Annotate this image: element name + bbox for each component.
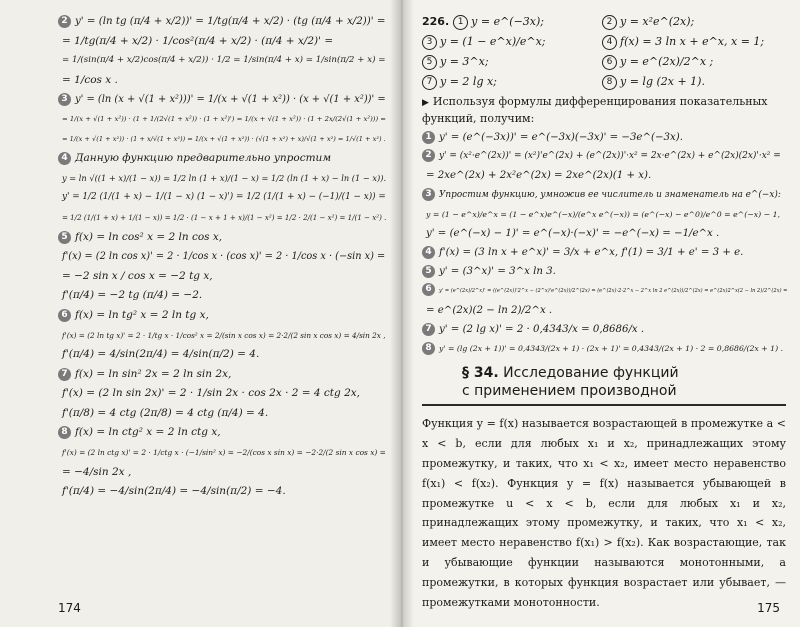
formula-text: = 1/(sin(π/4 + x/2)cos(π/4 + x/2)) · 1/2 = 1/sin(π/4 + x) = 1/sin(π/2 + x) = <box>62 55 386 66</box>
function-row <box>422 32 786 52</box>
formula-text: y' = (e^(2x)/2^x)' = ((e^(2x))'2^x − (2^x)'e^(2x))/2^(2x) = (e^(2x)·2·2^x − 2^x ln 2 e^(2x))/2^(2x) = e^(2x)2^x(2 − ln 2)/2^(2x) = <box>439 287 788 294</box>
solution-line <box>58 404 392 424</box>
solution-line <box>58 149 392 169</box>
formula-text: y' = (ln tg (π/4 + x/2))' = 1/tg(π/4 + x/2) · (tg (π/4 + x/2))' = <box>75 15 386 27</box>
formula-text: y' = 1/2 (1/(1 + x) − 1/(1 − x) (1 − x)') = 1/2 (1/(1 + x) − (−1)/(1 − x)) = <box>62 192 386 203</box>
solution-line <box>422 224 786 243</box>
solution-line <box>58 169 392 189</box>
solution-line <box>58 71 392 91</box>
formula-text: = −2 sin x / cos x = −2 tg x, <box>62 269 213 282</box>
formula-text: f(x) = ln cos² x = 2 ln cos x, <box>75 230 223 243</box>
function-cell <box>422 52 602 72</box>
solution-line <box>422 147 786 166</box>
right-solutions <box>422 128 786 358</box>
solution-line <box>422 262 786 281</box>
function-cell <box>602 32 764 52</box>
solution-line <box>422 166 786 185</box>
formula-text: y' = (3^x)' = 3^x ln 3. <box>439 266 556 278</box>
solution-line <box>58 463 392 483</box>
definition-paragraph: Функция y = f(x) называется возрастающей в промежутке a < x < b, если для любых x₁ и x₂, принадлежащих этому промежутку, и таких, что x₁ < x₂, имеет место неравенство f(x₁) < f(x₂). Функция y = f(x) называется убывающей в промежутке u < x < b, если для любых x₁ и x₂, принадлежащих этому промежутку, и таких, что x₁ < x₂, имеет место неравенство f(x₁) > f(x₂). Как возрастающие, так и убывающие функции называются монотонными, а промежутки, в которых функция возрастает или убывает, — промежутками монотонности. <box>422 417 786 609</box>
formula-text: f'(x) = (2 ln cos x)' = 2 · 1/cos x · (cos x)' = 2 · 1/cos x · (−sin x) = <box>62 251 386 263</box>
exercise-226 <box>422 12 786 92</box>
intro-text <box>422 94 786 126</box>
left-solutions <box>58 12 392 502</box>
item-number-badge: 8 <box>422 342 435 355</box>
item-number-badge: 5 <box>58 231 71 244</box>
right-page <box>402 0 800 627</box>
formula-text: = 1/(x + √(1 + x²)) · (1 + x/√(1 + x²)) = 1/(x + √(1 + x²)) · (√(1 + x²) + x)/√(1 + x²) = 1/√(1 + x²) . <box>62 134 386 143</box>
item-number-circle: 4 <box>602 35 617 50</box>
function-cell <box>602 52 713 72</box>
item-number-badge: 1 <box>422 131 435 144</box>
formula-text: f(x) = ln ctg² x = 2 ln ctg x, <box>75 426 221 439</box>
solution-line <box>58 365 392 385</box>
formula-text: y' = (lg (2x + 1))' = 0,4343/(2x + 1) · (2x + 1)' = 0,4343/(2x + 1) · 2 = 0,8686/(2x + 1) . <box>439 344 784 354</box>
item-number-circle: 1 <box>453 15 468 30</box>
page-number-right: 175 <box>757 601 780 615</box>
solution-line <box>58 130 392 150</box>
triangle-marker-icon: ▶ <box>422 98 429 108</box>
function-formula: y = x²e^(2x); <box>620 15 695 28</box>
formula-text: y' = (2 lg x)' = 2 · 0,4343/x = 0,8686/x . <box>439 324 645 336</box>
formula-text: = −4/sin 2x , <box>62 465 132 478</box>
item-number-badge: 7 <box>58 368 71 381</box>
function-cell <box>602 72 705 92</box>
function-cell <box>422 12 602 32</box>
solution-line <box>58 384 392 404</box>
solution-line <box>422 282 786 301</box>
solution-line <box>58 208 392 228</box>
function-row <box>422 12 786 32</box>
function-cell <box>422 32 602 52</box>
solution-line <box>58 423 392 443</box>
task-number: 226. <box>422 15 450 28</box>
solution-line <box>58 51 392 71</box>
item-number-badge: 3 <box>58 93 71 106</box>
function-formula: f(x) = 3 ln x + e^x, x = 1; <box>620 35 765 48</box>
formula-text: = 1/2 (1/(1 + x) + 1/(1 − x)) = 1/2 · (1 − x + 1 + x)/(1 − x²) = 1/2 · 2/(1 − x²) = 1/(1 − x²) . <box>62 212 387 222</box>
item-number-badge: 4 <box>422 246 435 259</box>
item-number-badge: 4 <box>58 152 71 165</box>
formula-text: y' = (x²·e^(2x))' = (x²)'e^(2x) + (e^(2x))'·x² = 2x·e^(2x) + e^(2x)(2x)'·x² = <box>439 151 781 162</box>
solution-line <box>422 320 786 339</box>
function-formula: y = lg (2x + 1). <box>620 75 705 88</box>
item-number-badge: 6 <box>422 283 435 296</box>
formula-text: = 1/cos x . <box>62 73 118 86</box>
formula-text: y = (1 − e^x)/e^x = (1 − e^x)e^(−x)/(e^x e^(−x)) = (e^(−x) − e^0)/e^0 = e^(−x) − 1, <box>426 209 780 219</box>
function-formula: y = e^(−3x); <box>471 15 544 28</box>
solution-line <box>58 90 392 110</box>
formula-text: f(x) = ln sin² 2x = 2 ln sin 2x, <box>75 367 232 380</box>
solution-line <box>58 345 392 365</box>
formula-text: Упростим функцию, умножив ее числитель и знаменатель на e^(−x): <box>439 189 781 200</box>
solution-line <box>58 32 392 52</box>
function-row <box>422 52 786 72</box>
solution-line <box>58 247 392 267</box>
function-formula: y = e^(2x)/2^x ; <box>620 55 714 68</box>
item-number-badge: 2 <box>58 15 71 28</box>
intro-text-content: Используя формулы дифференцирования показательных функций, получим: <box>422 95 768 125</box>
formula-text: y' = (e^(−3x))' = e^(−3x)(−3x)' = −3e^(−3x). <box>439 132 683 143</box>
item-number-circle: 7 <box>422 75 437 90</box>
item-number-badge: 5 <box>422 265 435 278</box>
function-formula: y = 3^x; <box>440 55 489 68</box>
page-number-left: 174 <box>58 601 81 615</box>
function-row <box>422 72 786 92</box>
formula-text: f(x) = ln tg² x = 2 ln tg x, <box>75 308 209 321</box>
formula-text: f'(x) = (3 ln x + e^x)' = 3/x + e^x, f'(1) = 3/1 + e' = 3 + e. <box>439 247 744 259</box>
item-number-badge: 2 <box>422 149 435 162</box>
formula-text: f'(x) = (2 ln ctg x)' = 2 · 1/ctg x · (−1/sin² x) = −2/(cos x sin x) = −2·2/(2 sin x cos x) = <box>62 448 386 458</box>
formula-text: f'(x) = (2 ln tg x)' = 2 · 1/tg x · 1/cos² x = 2/(sin x cos x) = 2·2/(2 sin x cos x) = 4/sin 2x , <box>62 330 386 340</box>
formula-text: = 2xe^(2x) + 2x²e^(2x) = 2xe^(2x)(1 + x). <box>426 170 652 182</box>
solution-line <box>58 286 392 306</box>
formula-text: = 1/(x + √(1 + x²)) · (1 + 1/(2√(1 + x²)) · (1 + x²)') = 1/(x + √(1 + x²)) · (1 + 2x/(2√(1 + x²))) = <box>62 114 386 123</box>
item-number-circle: 3 <box>422 35 437 50</box>
solution-line <box>58 228 392 248</box>
solution-line <box>58 12 392 32</box>
solution-line <box>422 128 786 147</box>
solution-line <box>58 326 392 346</box>
section-heading <box>462 364 786 400</box>
solution-line <box>422 186 786 205</box>
formula-text: y' = (e^(−x) − 1)' = e^(−x)·(−x)' = −e^(−x) = −1/e^x . <box>426 228 720 240</box>
item-number-badge: 8 <box>58 426 71 439</box>
function-list <box>422 12 786 92</box>
solution-line <box>58 306 392 326</box>
function-cell <box>602 12 694 32</box>
formula-text: = 1/tg(π/4 + x/2) · 1/cos²(π/4 + x/2) · (π/4 + x/2)' = <box>62 34 334 47</box>
solution-line <box>422 339 786 358</box>
item-number-circle: 6 <box>602 55 617 70</box>
section-rule <box>422 404 786 406</box>
formula-text: = e^(2x)(2 − ln 2)/2^x . <box>426 304 553 316</box>
formula-text: f'(π/4) = 4/sin(2π/4) = 4/sin(π/2) = 4. <box>62 348 260 361</box>
solution-line <box>58 443 392 463</box>
solution-line <box>58 267 392 287</box>
item-number-badge: 6 <box>58 309 71 322</box>
solution-line <box>422 301 786 320</box>
solution-line <box>422 243 786 262</box>
solution-line <box>422 205 786 224</box>
item-number-circle: 2 <box>602 15 617 30</box>
function-formula: y = (1 − e^x)/e^x; <box>440 35 546 48</box>
item-number-circle: 5 <box>422 55 437 70</box>
solution-line <box>58 188 392 208</box>
section-title-line-2: с применением производной <box>462 383 677 400</box>
solution-line <box>58 110 392 130</box>
formula-text: y = ln √((1 + x)/(1 − x)) = 1/2 ln (1 + x)/(1 − x) = 1/2 (ln (1 + x) − ln (1 − x)). <box>62 172 387 183</box>
section-title-line-1: Исследование функций <box>503 365 679 382</box>
item-number-circle: 8 <box>602 75 617 90</box>
solution-line <box>58 482 392 502</box>
function-cell <box>422 72 602 92</box>
formula-text: f'(π/4) = −4/sin(2π/4) = −4/sin(π/2) = −4. <box>62 485 286 498</box>
function-formula: y = 2 lg x; <box>440 75 497 88</box>
formula-text: f'(π/8) = 4 ctg (2π/8) = 4 ctg (π/4) = 4. <box>62 406 269 419</box>
formula-text: Данную функцию предварительно упростим <box>75 152 332 165</box>
formula-text: y' = (ln (x + √(1 + x²)))' = 1/(x + √(1 + x²)) · (x + √(1 + x²))' = <box>75 94 386 106</box>
section-number: § 34. <box>462 365 499 382</box>
formula-text: f'(x) = (2 ln sin 2x)' = 2 · 1/sin 2x · cos 2x · 2 = 4 ctg 2x, <box>62 387 361 400</box>
item-number-badge: 7 <box>422 323 435 336</box>
item-number-badge: 3 <box>422 188 435 201</box>
formula-text: f'(π/4) = −2 tg (π/4) = −2. <box>62 289 203 302</box>
